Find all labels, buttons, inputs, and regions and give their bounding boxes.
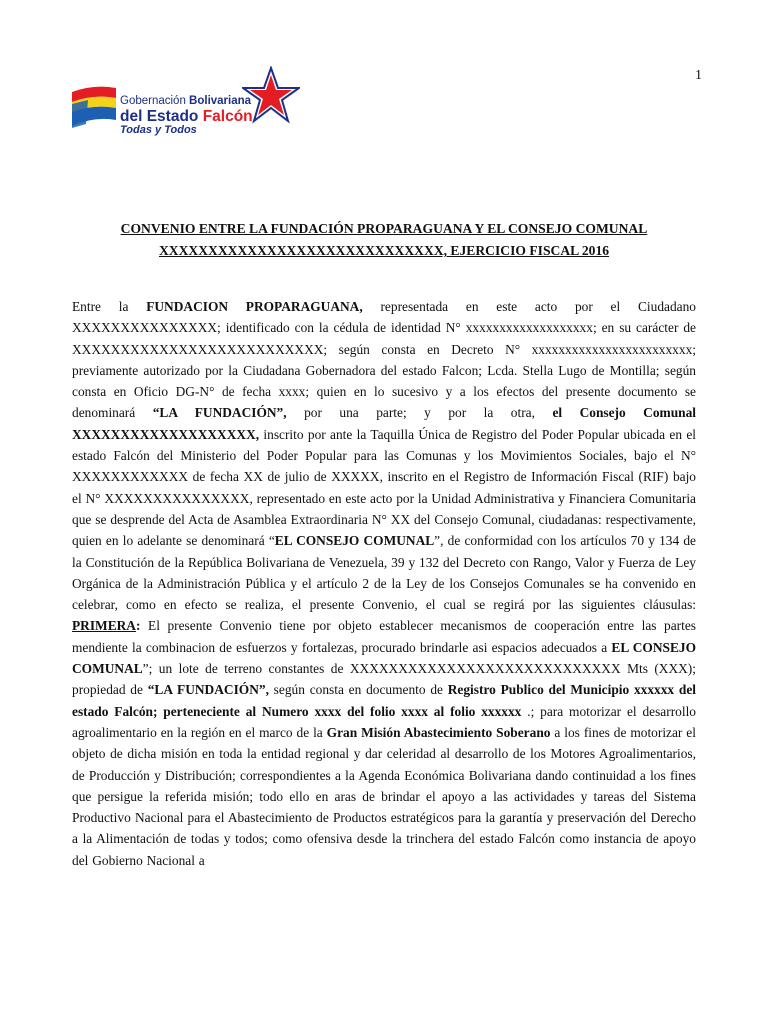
body-segment: “LA FUNDACIÓN”,	[152, 405, 287, 421]
body-segment: a los fines de motorizar el objeto de dicha misión en toda la entidad regional y dar celeridad al desarrollo de los Motores Agroalimentarios, de Producción y Distribución; correspondientes a la Agenda Económica Bolivariana dando continuidad a los fines que persigue la referida misión; todo ello en aras de brindar el apoyo a las actividades y tareas del Sistema Productivo Nacional para el Abastecimiento de Productos estratégicos para la garantía y preservación del Derecho a la Alimentación de todas y todos; como ofensiva desde la trinchera del estado Falcón como instancia de apoyo del Gobierno Nacional a	[72, 724, 696, 868]
body-segment: PRIMERA	[72, 618, 136, 634]
body-segment: :	[135, 618, 141, 634]
body-segment: EL CONSEJO COMUNAL	[72, 639, 697, 677]
title-line-2: XXXXXXXXXXXXXXXXXXXXXXXXXXXXX, EJERCICIO FISCAL 2016	[158, 243, 610, 258]
body-segment: Entre la	[72, 299, 147, 314]
body-segment: Gran Misión Abastecimiento Soberano	[326, 724, 551, 740]
body-segment: según consta en documento de	[268, 682, 448, 698]
logo-estado-text: del Estado Falcón	[120, 107, 253, 125]
logo-gobernacion-text: Gobernación Bolivariana	[120, 95, 252, 107]
title-line-1: CONVENIO ENTRE LA FUNDACIÓN PROPARAGUANA Y EL CONSEJO COMUNAL	[120, 221, 648, 236]
body-segment: El presente Convenio tiene por objeto establecer mecanismos de cooperación entre las partes mendiente la combinacion de esfuerzos y fortalezas, procurado brindarle asi espacios adecuados a	[72, 618, 696, 655]
page-number: 1	[695, 68, 702, 83]
body-segment: .; para motorizar el desarrollo agroalimentario en la región en el marco de la	[72, 703, 697, 740]
body-segment: Registro Publico del Municipio xxxxxx del estado Falcón; perteneciente al Numero xxxx del folio xxxx al folio xxxxxx	[72, 682, 696, 719]
body-segment: el Consejo Comunal XXXXXXXXXXXXXXXXXXX,	[72, 405, 697, 442]
logo-slogan: Todas y Todos	[120, 124, 197, 136]
body-segment: FUNDACION PROPARAGUANA,	[146, 299, 363, 314]
gobernacion-falcon-logo	[68, 66, 300, 138]
body-segment: por una parte; y por la otra,	[286, 405, 553, 421]
body-segment: EL CONSEJO COMUNAL	[274, 533, 435, 549]
body-segment: ”, de conformidad con los artículos 70 y 134 de la Constitución de la República Bolivariana de Venezuela, 39 y 132 del Decreto con Rango, Valor y Fuerza de Ley Orgánica de la Administración Pública y el artículo 2 de la Ley de los Consejos Comunales se ha convenido en celebrar, como en efecto se realiza, el presente Convenio, el cual se regirá por las siguientes cláusulas:	[72, 533, 696, 613]
body-segment: ”; un lote de terreno constantes de XXXXXXXXXXXXXXXXXXXXXXXXXXXX Mts (XXX); propiedad de	[72, 661, 696, 698]
star-icon	[242, 66, 300, 124]
body-segment: inscrito por ante la Taquilla Única de Registro del Poder Popular ubicada en el estado Falcón del Ministerio del Poder Popular para las Comunas y los Movimientos Sociales, bajo el N° XXXXXXXXXXXX de fecha XX de julio de XXXXX, inscrito en el Registro de Información Fiscal (RIF) bajo el N° XXXXXXXXXXXXXXX, representado en este acto por la Unidad Administrativa y Financiera Comunitaria que se desprende del Acta de Asamblea Extraordinaria N° XX del Consejo Comunal, ciudadanas: respectivamente, quien en lo adelante se denominará “	[72, 426, 696, 549]
flag-icon	[68, 84, 120, 134]
document-body	[72, 296, 696, 871]
body-segment: “LA FUNDACIÓN”,	[147, 682, 269, 698]
body-segment: representada en este acto por el Ciudadano XXXXXXXXXXXXXXX; identificado con la cédula de identidad N° xxxxxxxxxxxxxxxxxxx; en su carácter de XXXXXXXXXXXXXXXXXXXXXXXXXX; según consta en Decreto N° xxxxxxxxxxxxxxxxxxxxxxxx; previamente autorizado por la Ciudadana Gobernadora del estado Falcon; Lcda. Stella Lugo de Montilla; según consta en Oficio DG-N° de fecha xxxx; quien en lo sucesivo y a los efectos del presente documento se denominará	[72, 299, 696, 421]
document-title	[72, 218, 696, 262]
